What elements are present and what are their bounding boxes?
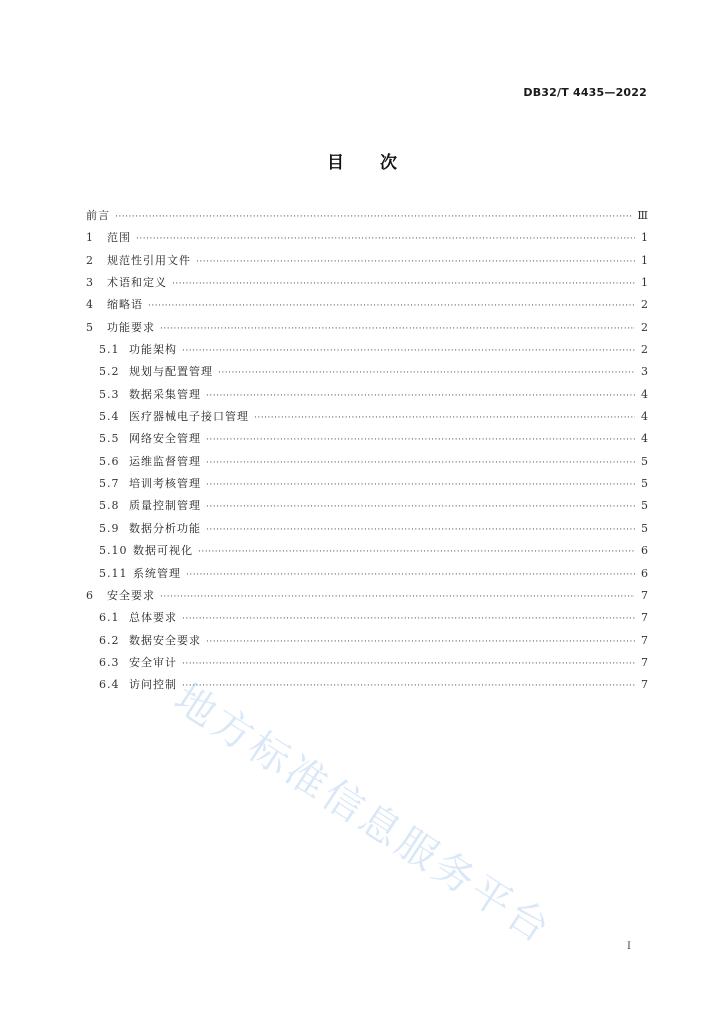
toc-leader-dots: [206, 435, 635, 445]
toc-entry[interactable]: [86, 587, 648, 609]
toc-subentry[interactable]: [86, 654, 648, 676]
toc-entry-page: Ⅲ: [637, 209, 648, 222]
toc-entry-number: 5.4: [99, 410, 120, 424]
toc-entry-page: 1: [641, 276, 648, 290]
toc-entry-text: 数据采集管理: [129, 387, 201, 401]
toc-entry-text: 规范性引用文件: [107, 253, 191, 267]
toc-leader-dots: [182, 614, 635, 624]
toc-title: 目次: [327, 153, 433, 173]
toc-entry-number: 4: [86, 298, 94, 312]
toc-entry-number: 5.8: [99, 499, 120, 513]
toc-subentry[interactable]: [86, 386, 648, 408]
toc-entry-page: 2: [641, 320, 648, 334]
toc-entry-text: 数据安全要求: [129, 633, 201, 647]
toc-entry-text: 访问控制: [129, 678, 177, 692]
toc-entry-number: 6.3: [99, 655, 120, 669]
toc-entry-text: 安全要求: [107, 588, 155, 602]
toc-entry-text: 培训考核管理: [129, 477, 201, 491]
toc-leader-dots: [196, 257, 635, 267]
toc-entry-text: 网络安全管理: [129, 432, 201, 446]
toc-entry[interactable]: [86, 252, 648, 274]
toc-entry-text: 质量控制管理: [129, 499, 201, 513]
toc-entry-number: 3: [86, 276, 94, 290]
toc-leader-dots: [172, 279, 635, 289]
toc-entry-number: 5.2: [99, 365, 120, 379]
toc-entry-text: 前言: [86, 209, 110, 222]
toc-entry-number: 5.10: [99, 544, 128, 558]
toc-entry-page: 2: [641, 343, 648, 357]
toc-entry-number: 5.3: [99, 387, 120, 401]
toc-leader-dots: [206, 458, 635, 468]
toc-leader-dots: [254, 413, 635, 423]
toc-subentry[interactable]: [86, 676, 648, 698]
toc-leader-dots: [182, 659, 635, 669]
page-number: I: [627, 941, 631, 952]
standard-code: DB32/T 4435—2022: [523, 86, 647, 99]
toc-leader-dots: [206, 637, 635, 647]
toc-leader-dots: [198, 547, 635, 557]
toc-entry-number: 6.4: [99, 678, 120, 692]
toc-subentry[interactable]: [86, 520, 648, 542]
toc-entry-text: 术语和定义: [107, 276, 167, 290]
toc-entry-page: 1: [641, 231, 648, 245]
toc-entry-page: 7: [641, 633, 648, 647]
toc-entry[interactable]: [86, 229, 648, 251]
toc-entry-number: 5: [86, 320, 94, 334]
toc-entry-page: 3: [641, 365, 648, 379]
toc-subentry[interactable]: [86, 542, 648, 564]
toc-entry-text: 范围: [107, 231, 131, 245]
toc-subentry[interactable]: [86, 497, 648, 519]
toc-entry-text: 系统管理: [133, 566, 181, 580]
toc-leader-dots: [206, 525, 635, 535]
toc-entry-page: 1: [641, 253, 648, 267]
toc-entry[interactable]: [86, 207, 648, 229]
toc-entry-page: 5: [641, 454, 648, 468]
toc-entry-page: 4: [641, 387, 648, 401]
toc-entry-number: 5.1: [99, 343, 120, 357]
toc-leader-dots: [115, 212, 632, 222]
toc-subentry[interactable]: [86, 408, 648, 430]
toc-entry-page: 7: [641, 588, 648, 602]
toc-entry-page: 7: [641, 611, 648, 625]
toc-entry-page: 2: [641, 298, 648, 312]
toc-entry-page: 7: [641, 655, 648, 669]
toc-leader-dots: [160, 324, 635, 334]
toc-subentry[interactable]: [86, 363, 648, 385]
toc-leader-dots: [182, 681, 635, 691]
toc-entry-number: 1: [86, 231, 94, 245]
toc-entry-number: 6: [86, 588, 94, 602]
toc-entry-page: 4: [641, 410, 648, 424]
toc-entry-number: 5.9: [99, 521, 120, 535]
toc-leader-dots: [206, 391, 635, 401]
toc-entry-page: 5: [641, 521, 648, 535]
toc-entry-text: 运维监督管理: [129, 454, 201, 468]
toc-entry-page: 6: [641, 544, 648, 558]
toc-entry-text: 规划与配置管理: [129, 365, 213, 379]
toc-entry-text: 数据分析功能: [129, 521, 201, 535]
toc-leader-dots: [206, 502, 635, 512]
toc-entry-text: 安全审计: [129, 655, 177, 669]
toc-entry-page: 7: [641, 678, 648, 692]
toc-subentry[interactable]: [86, 341, 648, 363]
toc-entry[interactable]: [86, 274, 648, 296]
toc-entry-text: 功能要求: [107, 320, 155, 334]
toc-subentry[interactable]: [86, 565, 648, 587]
toc-entry[interactable]: [86, 296, 648, 318]
toc-subentry[interactable]: [86, 609, 648, 631]
toc-entry-number: 5.11: [99, 566, 128, 580]
toc-subentry[interactable]: [86, 632, 648, 654]
toc-leader-dots: [186, 570, 635, 580]
toc-entry-text: 医疗器械电子接口管理: [129, 410, 249, 424]
toc-entry-text: 功能架构: [129, 343, 177, 357]
toc-entry-text: 总体要求: [129, 611, 177, 625]
toc-entry-number: 2: [86, 253, 94, 267]
toc-leader-dots: [218, 368, 635, 378]
watermark: 地方标准信息服务平台: [166, 675, 561, 954]
toc-entry-number: 5.6: [99, 454, 120, 468]
toc-entry-page: 4: [641, 432, 648, 446]
toc-subentry[interactable]: [86, 453, 648, 475]
toc-leader-dots: [148, 301, 635, 311]
toc-subentry[interactable]: [86, 430, 648, 452]
toc-entry-number: 6.1: [99, 611, 120, 625]
toc-entry-number: 5.7: [99, 477, 120, 491]
toc-leader-dots: [206, 480, 635, 490]
toc-subentry[interactable]: [86, 475, 648, 497]
table-of-contents: [86, 207, 648, 699]
toc-entry-text: 缩略语: [107, 298, 143, 312]
toc-entry-page: 5: [641, 499, 648, 513]
toc-entry-number: 6.2: [99, 633, 120, 647]
toc-entry-number: 5.5: [99, 432, 120, 446]
toc-entry-page: 6: [641, 566, 648, 580]
toc-entry[interactable]: [86, 319, 648, 341]
toc-entry-text: 数据可视化: [133, 544, 193, 558]
toc-leader-dots: [160, 592, 635, 602]
toc-leader-dots: [136, 234, 635, 244]
toc-leader-dots: [182, 346, 635, 356]
toc-entry-page: 5: [641, 477, 648, 491]
